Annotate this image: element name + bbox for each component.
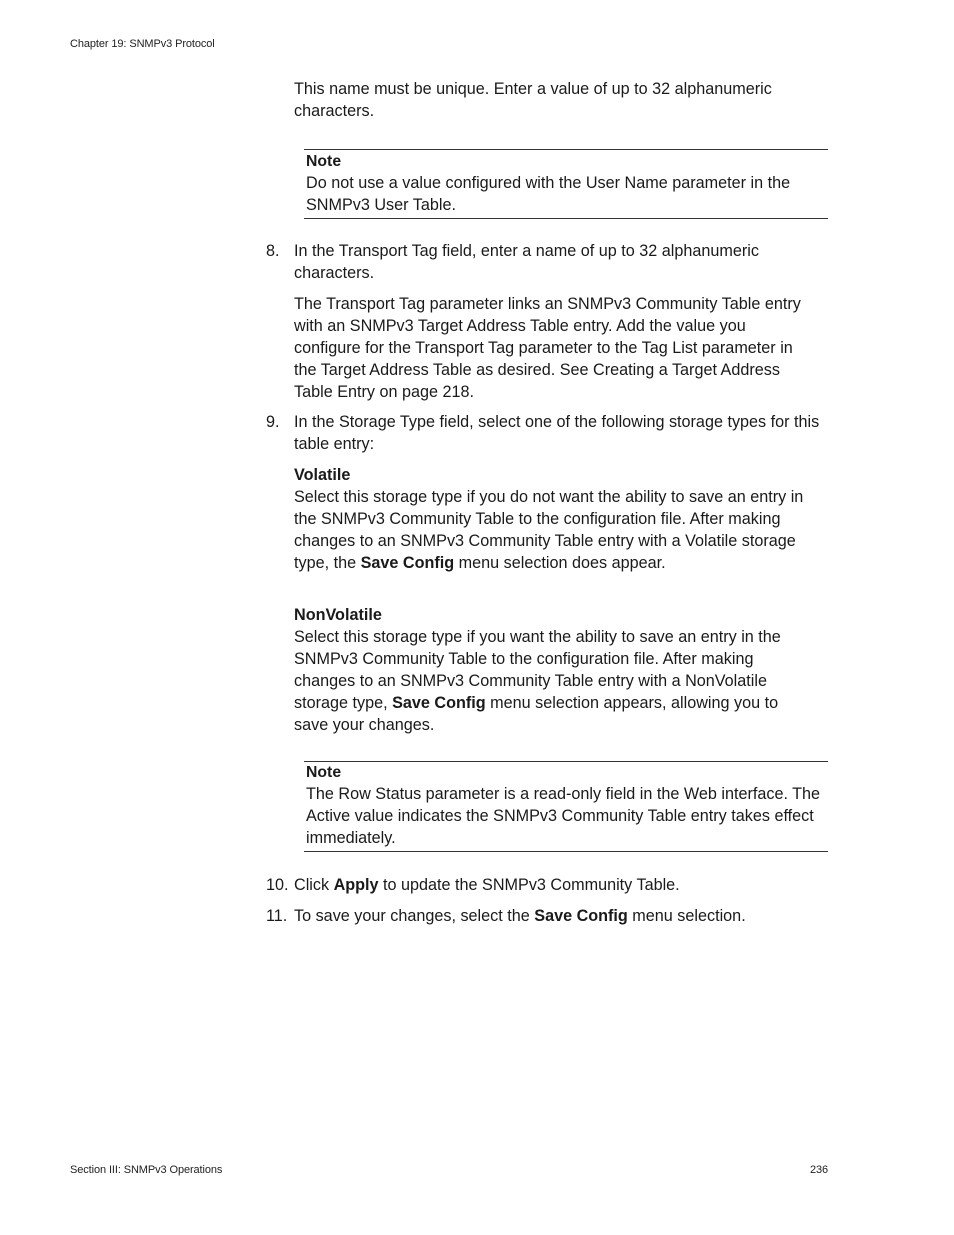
step-10-after: to update the SNMPv3 Community Table. [378,876,680,894]
note-body: Do not use a value configured with the User Name parameter in the SNMPv3 User Table. [306,174,791,214]
step-8-detail: The Transport Tag parameter links an SNMPv3 Community Table entry with an SNMPv3 Target Address Table entry. Add the value you configure for the Transport Tag parameter to the Tag List parameter in the Target Address Table as desired. See Creating a Target Address Table Entry on page 218. [294,295,801,401]
note-box-1 [304,149,828,219]
nonvolatile-definition [294,604,806,736]
step-8-text: In the Transport Tag field, enter a name of up to 32 alphanumeric characters. [294,242,759,282]
running-header: Chapter 19: SNMPv3 Protocol [70,38,215,50]
nonvolatile-text-before: Select this storage type if you want the ability to save an entry in the SNMPv3 Community Table to the configuration file. After making changes to an SNMPv3 Community Table entry with a NonVolatile storage type, [294,628,781,712]
running-footer-section: Section III: SNMPv3 Operations [70,1164,223,1176]
nonvolatile-text-after: menu selection appears, allowing you to save your changes. [294,694,779,734]
step-number-10: 10. [266,876,289,894]
nonvolatile-term: NonVolatile [294,606,382,624]
apply-term: Apply [333,876,379,894]
step-11-after: menu selection. [627,907,746,925]
volatile-text-after: menu selection does appear. [454,554,666,572]
note-title: Note [306,764,342,781]
volatile-term: Volatile [294,466,351,484]
step-number-11: 11. [266,907,288,925]
step-11-text [294,905,834,927]
step-10-text [294,874,834,896]
step-number-9: 9. [266,413,280,431]
page-number: 236 [809,1164,828,1176]
step-9-text: In the Storage Type field, select one of the following storage types for this table entry: [294,413,820,453]
note-title: Note [306,153,342,170]
note-box-2 [304,761,828,852]
step-11-before: To save your changes, select the [294,907,535,925]
save-config-term: Save Config [534,907,628,925]
step-number-8: 8. [266,242,280,260]
volatile-definition [294,464,806,574]
note-body: The Row Status parameter is a read-only field in the Web interface. The Active value indicates the SNMPv3 Community Table entry takes effect immediately. [306,785,821,847]
step-10-before: Click [294,876,334,894]
volatile-text-before: Select this storage type if you do not want the ability to save an entry in the SNMPv3 Community Table to the configuration file. After making changes to an SNMPv3 Community Table entry with a Volatile storage type, the [294,488,804,572]
nonvolatile-save-config: Save Config [392,694,486,712]
volatile-save-config: Save Config [360,554,455,572]
intro-paragraph: This name must be unique. Enter a value of up to 32 alphanumeric characters. [294,80,772,120]
